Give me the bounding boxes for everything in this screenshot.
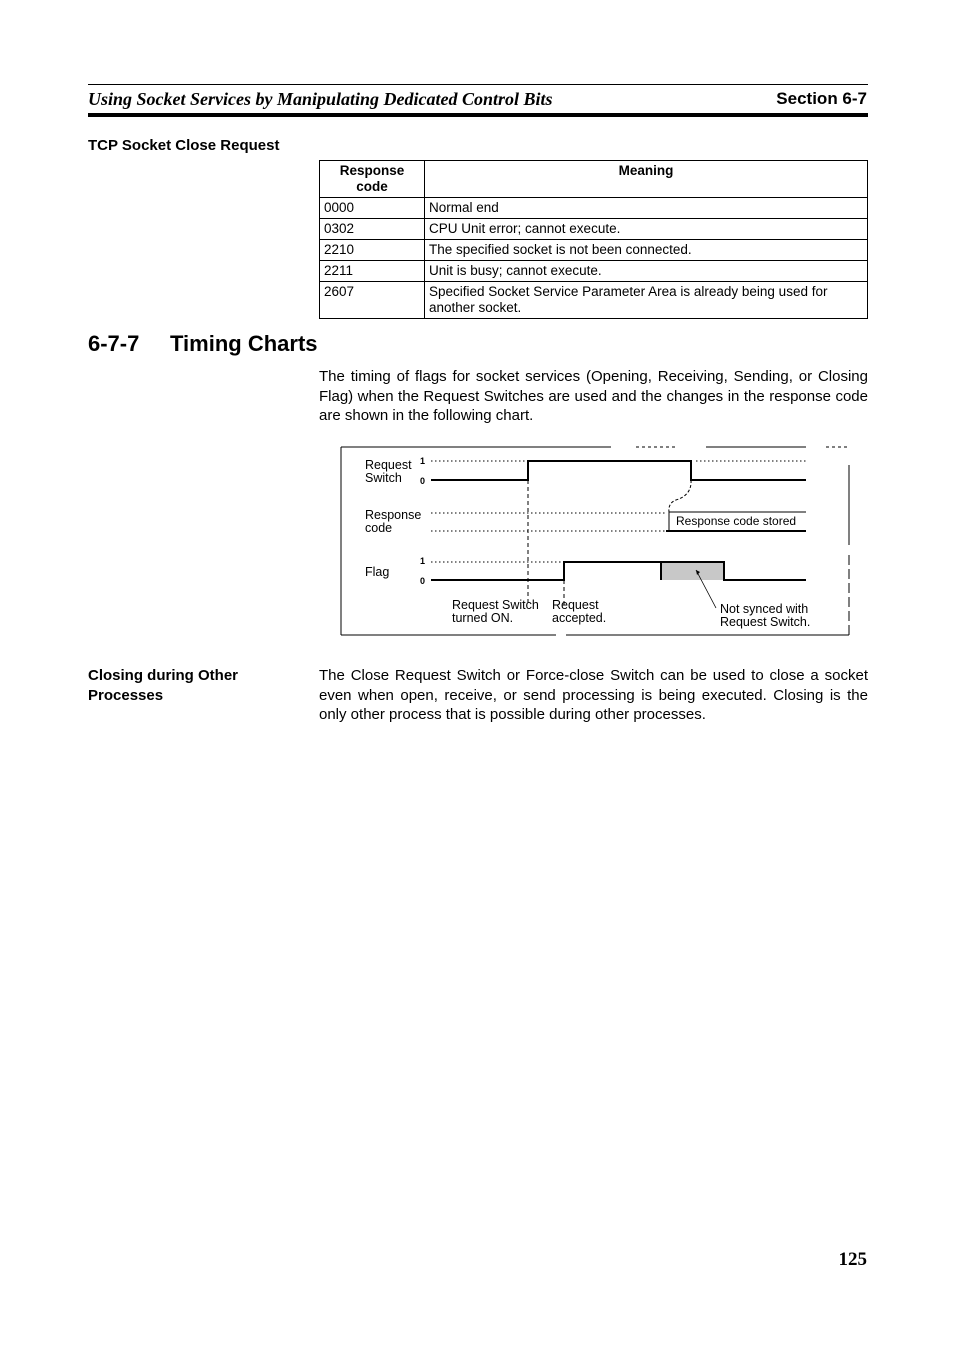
table-row xyxy=(320,219,868,240)
table-row xyxy=(320,261,868,282)
level-high-flag: 1 xyxy=(420,556,426,566)
table-header-row xyxy=(320,161,868,198)
note-switch-on-line2: turned ON. xyxy=(452,611,514,625)
label-response-line1: Response xyxy=(365,508,422,522)
label-response-line2: code xyxy=(365,521,393,535)
tcp-close-heading: TCP Socket Close Request xyxy=(88,137,280,154)
closing-paragraph: The Close Request Switch or Force-close Switch can be used to close a socket even when open, receive, or send processing is being executed. Closing is the only other process that is possible during other processes. xyxy=(319,667,868,723)
waveform-flag xyxy=(431,562,806,580)
level-low-request: 0 xyxy=(420,476,426,486)
cell-meaning: The specified socket is not been connected. xyxy=(425,240,868,261)
label-flag: Flag xyxy=(365,565,390,579)
cell-code: 0302 xyxy=(320,219,425,240)
table-row xyxy=(320,240,868,261)
note-not-synced-line1: Not synced with xyxy=(720,602,809,616)
label-request-line1: Request xyxy=(365,458,412,472)
timing-chart xyxy=(336,440,854,640)
header-top-rule xyxy=(88,84,868,85)
flag-unsynced-region xyxy=(661,562,724,580)
page-number: 125 xyxy=(838,1249,867,1270)
closing-heading-line1: Closing during Other xyxy=(88,667,238,684)
timing-intro-paragraph: The timing of flags for socket services (Opening, Receiving, Sending, or Closing Flag) when the Request Switches are used and the changes in the response code are shown in the following chart. xyxy=(319,368,868,424)
cell-code: 0000 xyxy=(320,198,425,219)
column-header-code: Response code xyxy=(320,161,425,198)
table-row xyxy=(320,282,868,319)
cell-code: 2210 xyxy=(320,240,425,261)
table-row xyxy=(320,198,868,219)
running-header-title: Using Socket Services by Manipulating Dedicated Control Bits xyxy=(88,89,553,109)
closing-heading xyxy=(88,666,238,706)
cell-meaning: Unit is busy; cannot execute. xyxy=(425,261,868,282)
section-number: 6-7-7 xyxy=(88,331,140,356)
cell-meaning: Normal end xyxy=(425,198,868,219)
running-header-section: Section 6-7 xyxy=(776,89,867,108)
response-transition-curve xyxy=(669,480,691,512)
note-accepted-line2: accepted. xyxy=(552,611,607,625)
event-markers xyxy=(528,480,564,605)
header-bottom-rule xyxy=(88,113,868,117)
note-switch-on-line1: Request Switch xyxy=(452,598,539,612)
waveform-request-switch xyxy=(431,461,806,480)
note-accepted-line1: Request xyxy=(552,598,599,612)
cell-meaning: Specified Socket Service Parameter Area is already being used for another socket. xyxy=(425,282,868,319)
level-high-request: 1 xyxy=(420,456,426,466)
level-low-flag: 0 xyxy=(420,576,426,586)
label-response-stored: Response code stored xyxy=(676,514,797,528)
cell-code: 2607 xyxy=(320,282,425,319)
note-not-synced-line2: Request Switch. xyxy=(720,615,811,629)
cell-meaning: CPU Unit error; cannot execute. xyxy=(425,219,868,240)
section-title: Timing Charts xyxy=(170,331,318,356)
response-code-table xyxy=(319,160,868,319)
closing-heading-line2: Processes xyxy=(88,687,164,704)
label-request-line2: Switch xyxy=(365,471,402,485)
column-header-meaning: Meaning xyxy=(425,161,868,198)
cell-code: 2211 xyxy=(320,261,425,282)
